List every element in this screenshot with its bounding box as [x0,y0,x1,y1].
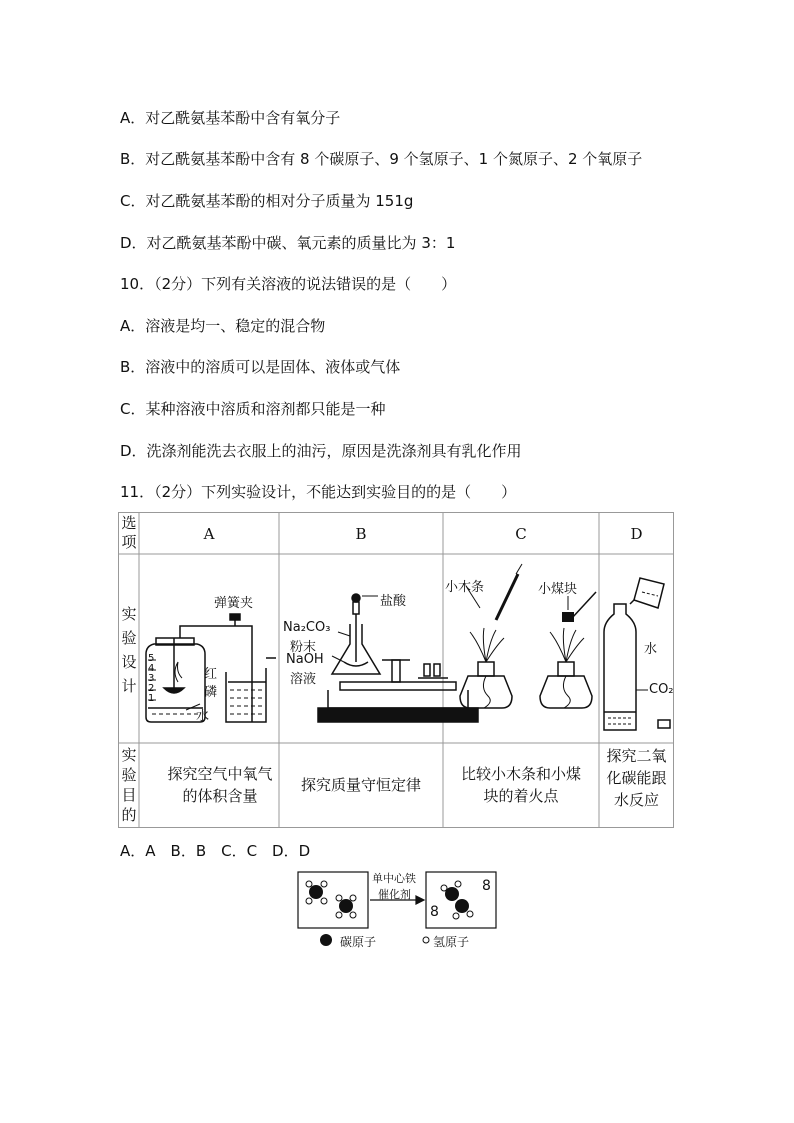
col-d: D [630,525,643,543]
mark-eight-bottom: 8 [430,904,439,920]
q10-option-d: D．洗涤剂能洗去衣服上的油污，原因是洗涤剂具有乳化作用 [120,442,522,460]
purpose-a: 探究空气中氧气的体积含量 [167,765,273,805]
purpose-b: 探究质量守恒定律 [300,776,421,794]
label-solution: 溶液 [290,672,317,687]
catalyst-label-top: 单中心铁 [372,872,416,885]
mark-eight-top: 8 [482,878,491,894]
q11-stem: 11．（2分）下列实验设计，不能达到实验目的的是（ ） [120,483,517,501]
mark-3: 3 [148,673,155,684]
col-a: A [203,525,215,543]
label-wood-stick: 小木条 [445,580,485,595]
q9-option-b: B．对乙酰氨基苯酚中含有 8 个碳原子、9 个氢原子、1 个氮原子、2 个氧原子 [120,150,643,168]
q10-stem: 10．（2分）下列有关溶液的说法错误的是（ ） [120,275,457,293]
label-co2: CO₂ [649,682,674,697]
catalyst-label-bottom: 催化剂 [378,888,411,901]
label-hydrochloric-acid: 盐酸 [380,594,407,609]
legend-hydrogen-atom: 氢原子 [433,935,470,949]
header-purpose: 实验目的 [121,746,137,824]
experiment-table [118,512,674,828]
label-na2co3: Na₂CO₃ [283,620,331,635]
col-c: C [515,525,527,543]
q9-option-a: A．对乙酰氨基苯酚中含有氧分子 [120,109,341,127]
header-design: 实验设计 [121,605,137,695]
label-red-phosphorus: 红磷 [204,667,218,700]
header-option: 选项 [121,514,137,551]
label-coal-block: 小煤块 [538,582,578,597]
label-naoh: NaOH [286,652,324,667]
legend-carbon-atom: 碳原子 [340,935,377,949]
q11-answer-choices: A．A B．B C．C D．D [120,842,311,860]
mark-4: 4 [148,663,155,674]
mark-2: 2 [148,683,155,694]
mark-5: 5 [148,653,155,664]
col-b: B [355,525,367,543]
label-powder: 粉末 [290,640,317,655]
label-water-d: 水 [644,642,658,657]
apparatus-d [118,512,674,828]
q10-option-a: A．溶液是均一、稳定的混合物 [120,317,326,335]
q9-option-d: D．对乙酰氨基苯酚中碳、氧元素的质量比为 3：1 [120,234,456,252]
mark-1: 1 [148,693,155,704]
label-water-a: 水 [196,709,210,724]
q10-option-c: C．某种溶液中溶质和溶剂都只能是一种 [120,400,386,418]
purpose-c: 比较小木条和小煤块的着火点 [460,765,581,805]
purpose-d: 探究二氧化碳能跟水反应 [606,747,667,809]
label-spring-clip: 弹簧夹 [214,596,254,611]
q9-option-c: C．对乙酰氨基苯酚的相对分子质量为 151g [120,192,414,210]
q10-option-b: B．溶液中的溶质可以是固体、液体或气体 [120,358,401,376]
